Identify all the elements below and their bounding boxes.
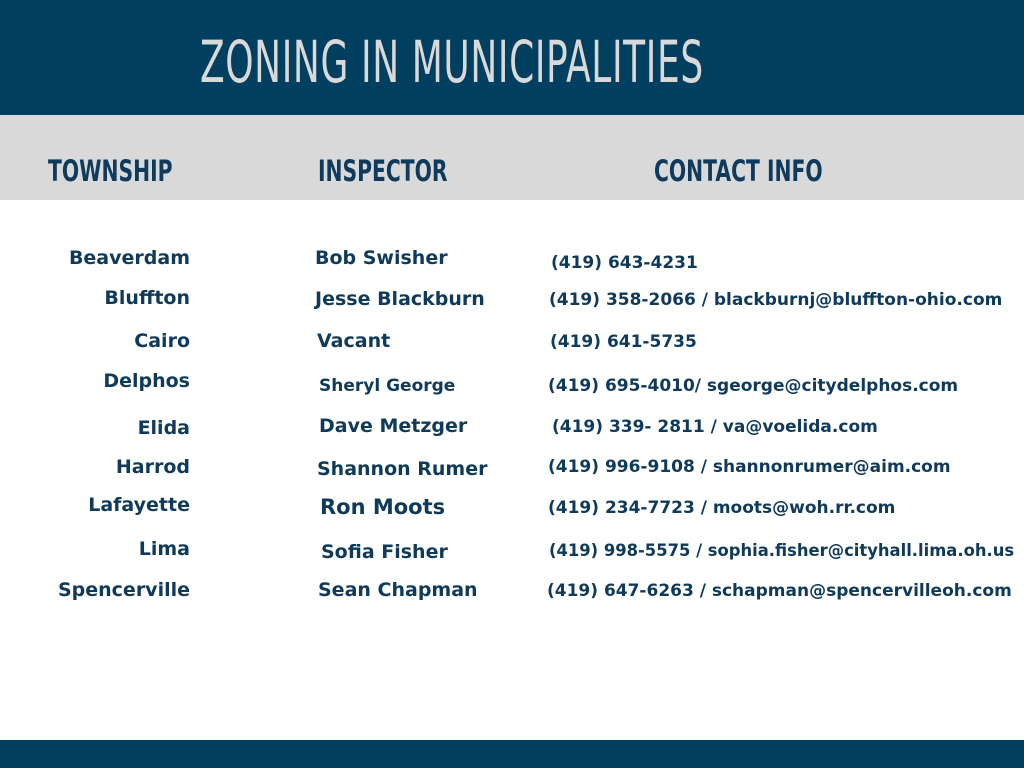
- contact-cell: (419) 643-4231: [551, 253, 698, 273]
- contact-cell: (419) 641-5735: [550, 332, 697, 352]
- contact-cell: (419) 234-7723 / moots@woh.rr.com: [548, 498, 896, 518]
- township-cell: Bluffton: [104, 287, 190, 309]
- inspector-column-header: INSPECTOR: [318, 154, 448, 188]
- contact-column-header: CONTACT INFO: [654, 154, 823, 188]
- inspector-cell: Sean Chapman: [318, 579, 478, 601]
- inspector-cell: Ron Moots: [320, 495, 446, 519]
- inspector-cell: Shannon Rumer: [317, 458, 488, 480]
- contact-cell: (419) 647-6263 / schapman@spencervilleoh.com: [547, 581, 1012, 601]
- township-cell: Cairo: [134, 330, 190, 352]
- contact-cell: (419) 996-9108 / shannonrumer@aim.com: [548, 457, 951, 477]
- township-cell: Beaverdam: [68, 247, 190, 269]
- inspector-cell: Sofia Fisher: [321, 541, 448, 563]
- footer-band: [0, 740, 1024, 768]
- inspector-cell: Sheryl George: [319, 376, 456, 396]
- contact-cell: (419) 358-2066 / blackburnj@bluffton-ohio.com: [549, 290, 1003, 310]
- township-cell: Harrod: [115, 456, 190, 478]
- contact-cell: (419) 998-5575 / sophia.fisher@cityhall.lima.oh.us: [549, 541, 1015, 561]
- township-cell: Delphos: [103, 370, 190, 392]
- township-cell: Lafayette: [88, 494, 190, 516]
- township-cell: Lima: [138, 538, 190, 560]
- inspector-cell: Jesse Blackburn: [315, 288, 485, 310]
- contact-cell: (419) 339- 2811 / va@voelida.com: [552, 417, 878, 437]
- page-title: ZONING IN MUNICIPALITIES: [200, 28, 704, 96]
- inspector-cell: Vacant: [317, 330, 391, 352]
- inspector-cell: Dave Metzger: [319, 415, 468, 437]
- township-column-header: TOWNSHIP: [48, 154, 173, 188]
- township-cell: Spencerville: [57, 579, 190, 601]
- township-cell: Elida: [137, 417, 190, 439]
- inspector-cell: Bob Swisher: [315, 247, 448, 269]
- contact-cell: (419) 695-4010/ sgeorge@citydelphos.com: [548, 376, 959, 396]
